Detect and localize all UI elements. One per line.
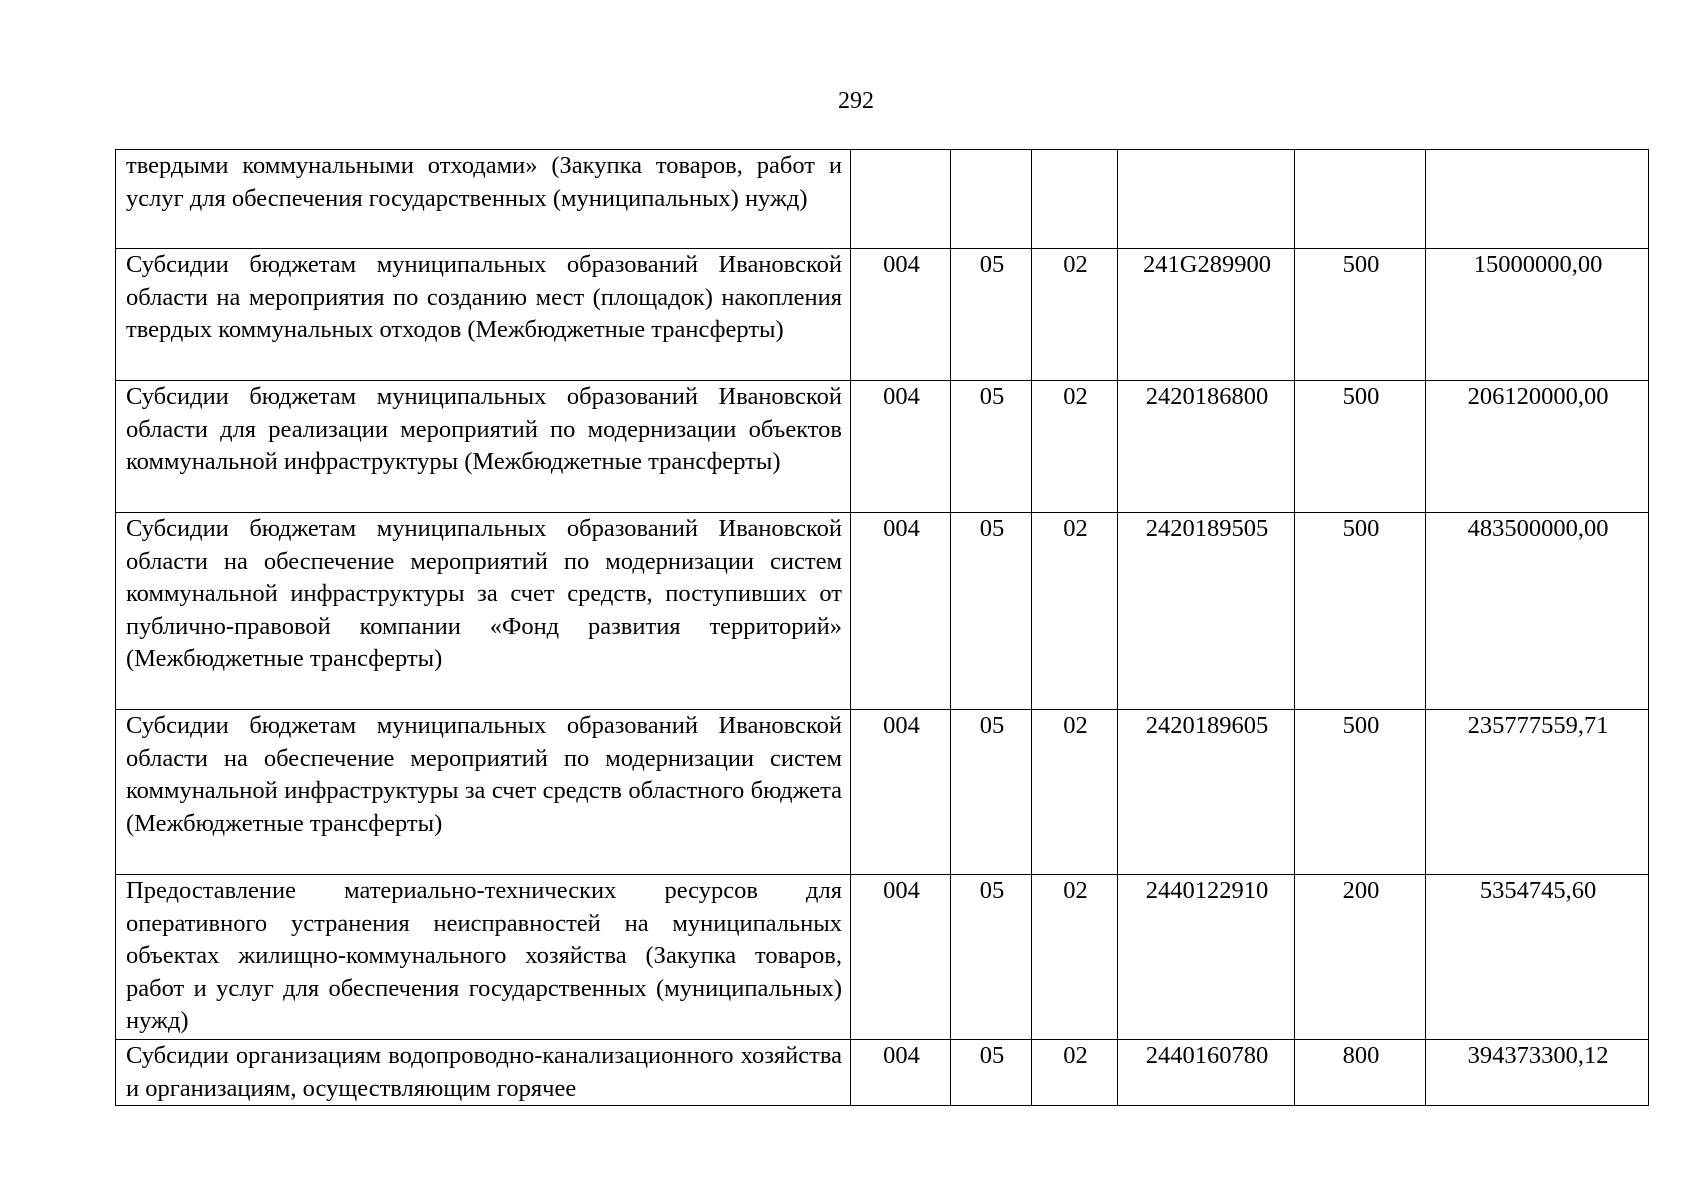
section-code: 05: [951, 513, 1032, 710]
ministry-code: 004: [851, 875, 951, 1040]
subsection-code: 02: [1032, 249, 1118, 381]
target-item-code: [1118, 150, 1295, 249]
row-description: Предоставление материально-технических ресурсов для оперативного устранения неисправностей на муниципальных объектах жилищно-коммунального хозяйства (Закупка товаров, работ и услуг для обеспечения государственных (муниципальных) нужд): [116, 875, 851, 1040]
amount-value: 5354745,60: [1426, 875, 1649, 1040]
expense-type-code: 200: [1295, 875, 1426, 1040]
expense-type-code: 500: [1295, 381, 1426, 513]
amount-value: 394373300,12: [1426, 1040, 1649, 1106]
row-description: Субсидии бюджетам муниципальных образований Ивановской области для реализации мероприятий по модернизации объектов коммунальной инфраструктуры (Межбюджетные трансферты): [116, 381, 851, 513]
row-description: [116, 1040, 851, 1106]
amount-value: 206120000,00: [1426, 381, 1649, 513]
table-row: [116, 710, 1649, 875]
expense-type-code: 800: [1295, 1040, 1426, 1106]
row-description: Субсидии бюджетам муниципальных образований Ивановской области на обеспечение мероприятий по модернизации систем коммунальной инфраструктуры за счет средств, поступивших от публично-правовой компании «Фонд развития территорий» (Межбюджетные трансферты): [116, 513, 851, 710]
section-code: 05: [951, 249, 1032, 381]
amount-value: 483500000,00: [1426, 513, 1649, 710]
amount-value: 15000000,00: [1426, 249, 1649, 381]
ministry-code: [851, 150, 951, 249]
ministry-code: 004: [851, 1040, 951, 1106]
target-item-code: 2440122910: [1118, 875, 1295, 1040]
table-row: [116, 1040, 1649, 1106]
section-code: 05: [951, 381, 1032, 513]
table-row: [116, 249, 1649, 381]
subsection-code: 02: [1032, 513, 1118, 710]
subsection-code: 02: [1032, 381, 1118, 513]
row-description-text: Субсидии организациям водопроводно-канализационного хозяйства и организациям, осуществляющим горячее: [126, 1042, 842, 1102]
expense-type-code: 500: [1295, 249, 1426, 381]
section-code: 05: [951, 710, 1032, 875]
section-code: 05: [951, 1040, 1032, 1106]
table-row: [116, 875, 1649, 1040]
ministry-code: 004: [851, 381, 951, 513]
expense-type-code: 500: [1295, 710, 1426, 875]
target-item-code: 241G289900: [1118, 249, 1295, 381]
row-description: Субсидии бюджетам муниципальных образований Ивановской области на обеспечение мероприятий по модернизации систем коммунальной инфраструктуры за счет средств областного бюджета (Межбюджетные трансферты): [116, 710, 851, 875]
row-description: Субсидии бюджетам муниципальных образований Ивановской области на мероприятия по созданию мест (площадок) накопления твердых коммунальных отходов (Межбюджетные трансферты): [116, 249, 851, 381]
amount-value: [1426, 150, 1649, 249]
target-item-code: 2420186800: [1118, 381, 1295, 513]
table-row: [116, 513, 1649, 710]
page-number: 292: [838, 88, 874, 114]
target-item-code: 2420189505: [1118, 513, 1295, 710]
expense-type-code: [1295, 150, 1426, 249]
subsection-code: 02: [1032, 875, 1118, 1040]
section-code: 05: [951, 875, 1032, 1040]
subsection-code: 02: [1032, 710, 1118, 875]
subsection-code: 02: [1032, 1040, 1118, 1106]
row-description: твердыми коммунальными отходами» (Закупка товаров, работ и услуг для обеспечения государственных (муниципальных) нужд): [116, 150, 851, 249]
target-item-code: 2440160780: [1118, 1040, 1295, 1106]
section-code: [951, 150, 1032, 249]
amount-value: 235777559,71: [1426, 710, 1649, 875]
ministry-code: 004: [851, 513, 951, 710]
table-row: [116, 150, 1649, 249]
ministry-code: 004: [851, 710, 951, 875]
expense-type-code: 500: [1295, 513, 1426, 710]
target-item-code: 2420189605: [1118, 710, 1295, 875]
table-row: [116, 381, 1649, 513]
budget-table: [115, 149, 1649, 1106]
subsection-code: [1032, 150, 1118, 249]
ministry-code: 004: [851, 249, 951, 381]
